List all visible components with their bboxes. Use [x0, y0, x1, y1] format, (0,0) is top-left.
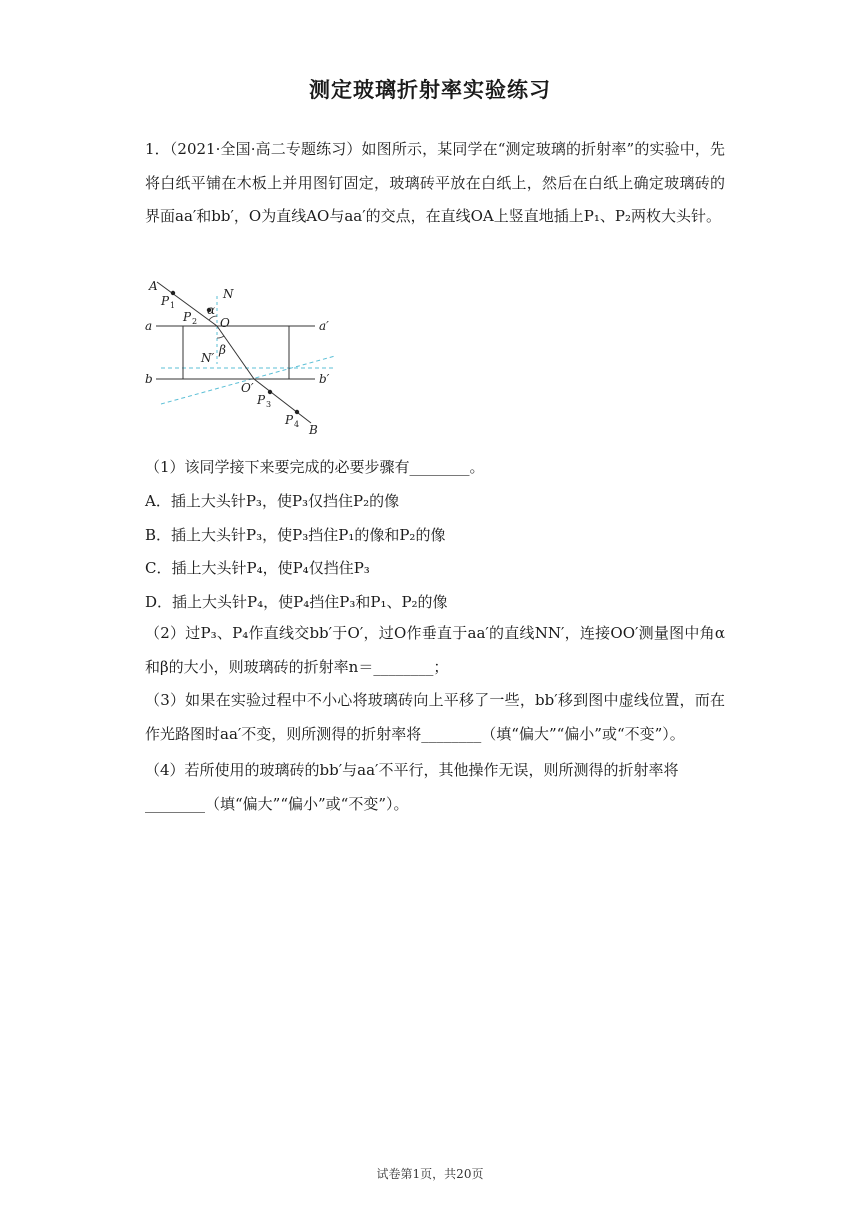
label-P2: P	[183, 310, 192, 324]
question-1-stem: 1．（2021·全国·高二专题练习）如图所示，某同学在“测定玻璃的折射率”的实验中，先将白纸平铺在木板上并用图钉固定，玻璃砖平放在白纸上，然后在白纸上确定玻璃砖的界面aa′和bb′，O为直线AO与aa′的交点，在直线OA上竖直地插上P₁、P₂两枚大头针。	[145, 140, 725, 225]
option-c: C．插上大头针P₄，使P₄仅挡住P₃	[145, 559, 370, 577]
option-d: D．插上大头针P₄，使P₄挡住P₃和P₁、P₂的像	[145, 593, 448, 611]
question-1-part-4-line-1: （4）若所使用的玻璃砖的bb′与aa′不平行，其他操作无误，则所测得的折射率将	[145, 761, 679, 779]
pin-p3	[268, 390, 272, 394]
label-P1-sub: 1	[170, 301, 176, 310]
label-P1: P	[161, 294, 170, 308]
label-N: N	[223, 287, 234, 301]
label-a-prime: a′	[319, 319, 329, 333]
page-title: 测定玻璃折射率实验练习	[309, 78, 551, 102]
beta-arc	[217, 336, 224, 338]
label-a: a	[145, 319, 153, 333]
label-b-prime: b′	[319, 372, 330, 386]
label-P3: P	[257, 393, 266, 407]
label-b: b	[145, 372, 153, 386]
page-footer: 试卷第1页，共20页	[376, 1167, 484, 1181]
label-P3-sub: 3	[266, 400, 272, 409]
label-O: O	[220, 316, 230, 330]
dashed-slanted-line	[161, 356, 335, 404]
pin-p1	[171, 291, 175, 295]
refraction-diagram	[143, 276, 343, 441]
label-P4-sub: 4	[294, 420, 300, 429]
option-a: A．插上大头针P₃，使P₃仅挡住P₂的像	[145, 492, 400, 510]
label-P4: P	[285, 413, 294, 427]
label-P2-sub: 2	[192, 317, 198, 326]
label-B: B	[309, 423, 318, 437]
question-1-part-2: （2）过P₃、P₄作直线交bb′于O′，过O作垂直于aa′的直线NN′，连接OO′测量图中角α和β的大小，则玻璃砖的折射率n＝________；	[145, 624, 725, 676]
label-O-prime: O′	[241, 381, 254, 395]
question-1-part-4-line-2: ________（填“偏大”“偏小”或“不变”）。	[145, 795, 409, 813]
pin-p4	[295, 410, 299, 414]
option-b: B．插上大头针P₃，使P₃挡住P₁的像和P₂的像	[145, 526, 446, 544]
question-1-part-3: （3）如果在实验过程中不小心将玻璃砖向上平移了一些，bb′移到图中虚线位置，而在作光路图时aa′不变，则所测得的折射率将________（填“偏大”“偏小”或“不变”）。	[145, 691, 725, 743]
label-beta: β	[219, 343, 226, 357]
label-A: A	[149, 279, 158, 293]
question-1-part-1: （1）该同学接下来要完成的必要步骤有________。	[145, 458, 485, 476]
label-alpha: α	[207, 303, 216, 317]
label-N-prime: N′	[201, 351, 215, 365]
